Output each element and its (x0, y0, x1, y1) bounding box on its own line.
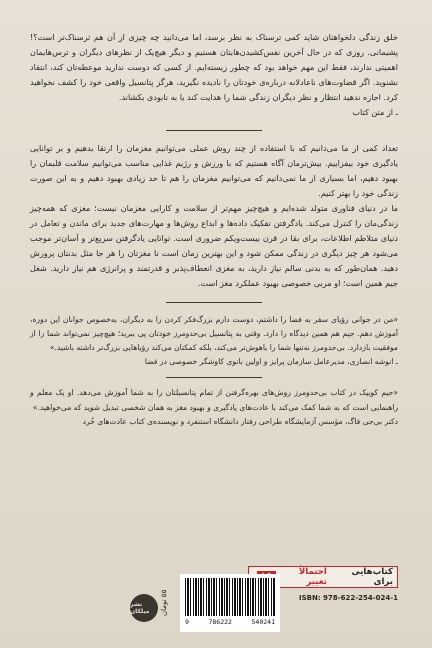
series-label: کتاب‌هایی برای (351, 567, 393, 587)
body-section (30, 141, 398, 290)
barcode-digit-group: 540241 (251, 618, 275, 626)
barcode (180, 574, 280, 632)
body-paragraph-2: ما در دنیای فناوری متولد شده‌ایم و هیچ‌چیز مهم‌تر از سلامت و کارایی مغزمان نیست؛ مغزی که همه‌چیز زندگی‌مان را کنترل می‌کند. یادگرفتن تفکیک داده‌ها و ابداع روش‌ها و مهارت‌های جدید برای ماندن و تعامل در دنیای متلاطم اطلاعات، برای بقا در قرن بیست‌ویکم ضروری است. توانایی یادگرفتن سریع‌تر و آسان‌تر موجب می‌شود هر چیز دیگری در زندگی ممکن شود و این بهترین زمان است تا مغزتان را هر جا مثل بدنتان پرورش دهید. همان‌طور که به بدنی سالم نیاز دارید، به مغزی انعطاف‌پذیر و قدرتمند و پرانرژی هم نیاز دارید. شغل جیم همین است؛ او مربی خصوصی بهبود عملکرد مغز است. (30, 203, 398, 288)
intro-section (30, 30, 398, 119)
footer (30, 566, 398, 636)
endorsement-1 (30, 313, 398, 370)
series-accent: احتمالاً تغییر (298, 567, 327, 587)
body-paragraph-1: تعداد کمی از ما می‌دانیم که با استفاده از چند روش عملی می‌توانیم مغزمان را ارتقا بدهیم و بر توانایی یادگیری خود بیفزاییم. بیش‌ترمان آگاه هستیم که با ورزش و رژیم غذایی مناسب می‌توانیم سلامت قلبمان را بهبود دهیم، اما بسیاری از ما نمی‌دانیم که می‌توانیم مغزمان را هم تا حد زیادی بهبود دهیم و به این صورت زندگی خود را بهتر کنیم. (30, 143, 398, 199)
barcode-digit-group: 786222 (208, 618, 232, 626)
divider-lower (166, 377, 262, 378)
divider-top (166, 130, 262, 131)
endorsement-2 (30, 386, 398, 429)
endorsement-attribution: دکتر بی‌جی فاگ، مؤسس آزمایشگاه طراحی رفتار دانشگاه استنفرد و نویسنده‌ی کتاب عادت‌های خُرد (82, 416, 398, 426)
intro-text: خلق زندگی دلخواهتان شاید کمی ترسناک به نظر برسد، اما می‌دانید چه چیزی از آن هم ترسناک‌تر است؟! پشیمانی. روزی که در حال آخرین نفس‌کشیدن‌هایتان هستیم و دیگر هیچ‌یک از نظرهای دیگران و ترس‌هایمان اهمیتی ندارند، فقط این مهم خواهد بود که چطور زیسته‌ایم. از کسی که دوست ندارید موعظه‌تان کند، انتقاد نشنوید. اگر قضاوت‌های ناعادلانه درباره‌ی خودتان را نادیده نگیرید، هرگز پتانسیل واقعی خود را کشف نخواهید کرد. اجازه ندهید انتظار و نظر دیگران زندگی شما را هدایت کند یا به نابودی بکشاند. (30, 32, 398, 102)
isbn-text: ISBN: 978-622-254-024-1 (298, 594, 398, 602)
barcode-digits (185, 618, 275, 626)
price-label: ۵۵ تومان (160, 589, 168, 617)
endorsement-text: «جیم کوییک در کتاب بی‌حدومرز روش‌های بهره‌گرفتن از تمام پتانسیلتان را به شما آموزش می‌دهد. او یک معلم و راهنمایی است که به شما کمک می‌کند با عادت‌های یادگیری و بهبود مغز به همان شخصی تبدیل شوید که می‌خواهید.» (30, 388, 398, 412)
publisher-logo: نشر میلکان (130, 594, 158, 622)
barcode-bars (185, 578, 275, 616)
endorsement-attribution: ـ انوشه انصاری، مدیرعامل سازمان پرایز و اولین بانوی کاوشگر خصوصی در فضا (144, 357, 398, 367)
intro-signature: ـ از متن کتاب (352, 106, 398, 117)
endorsement-text: «من در جوانی رؤیای سفر به فضا را داشتم، دوست دارم بزرگ‌فکر کردن را به دیگران، به‌خصوص جوانان این دوره، آموزش دهم. جیم هم همین دیدگاه را دارد. وقتی به پتانسیل بی‌حدومرز خودتان پی ببرید؛ هیچ‌چیز نمی‌تواند شما را از موفقیت بازدارد. بی‌حدومرز نه‌تنها شما را باهوش‌تر می‌کند، بلکه کمکتان می‌کند رؤیاهایی بزرگ‌تر داشته باشید.» (30, 314, 398, 352)
barcode-digit-group: 9 (185, 618, 189, 626)
divider-middle (166, 302, 262, 303)
